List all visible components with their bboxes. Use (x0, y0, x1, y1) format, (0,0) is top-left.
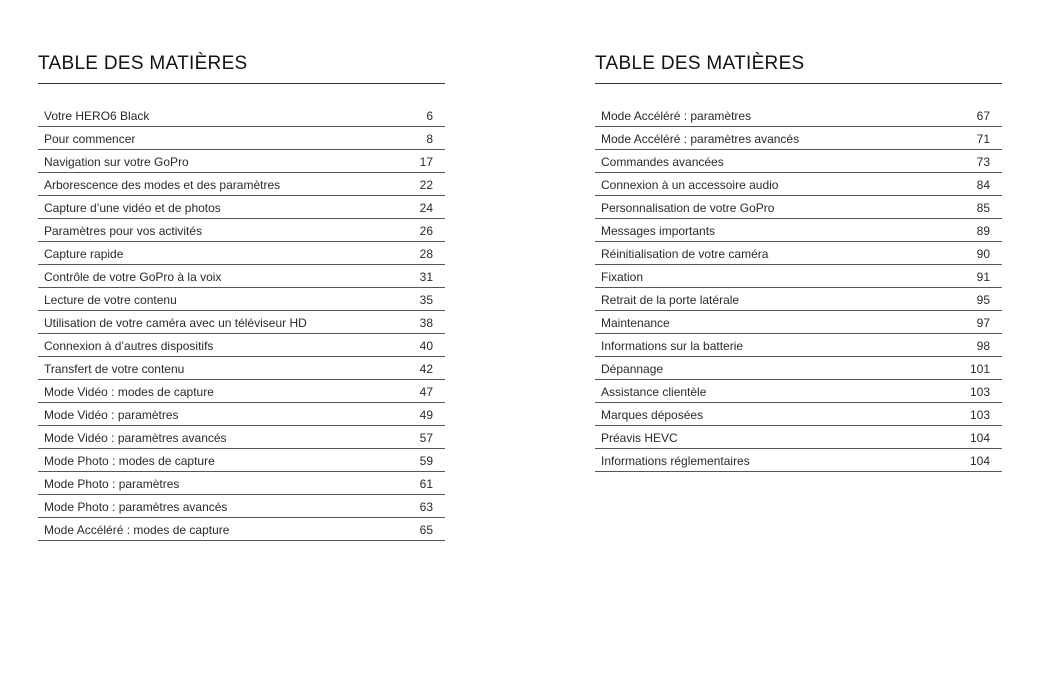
toc-entry[interactable] (595, 334, 1002, 357)
toc-entry-label: Messages importants (601, 224, 716, 238)
toc-entry-label: Contrôle de votre GoPro à la voix (44, 270, 222, 284)
toc-entry-label: Mode Accéléré : paramètres (601, 109, 752, 123)
toc-entry-page-number: 97 (976, 316, 990, 330)
toc-entry-label: Commandes avancées (601, 155, 724, 169)
toc-entry-label: Capture rapide (44, 247, 124, 261)
toc-entry-page-number: 91 (976, 270, 990, 284)
toc-entry[interactable] (38, 357, 445, 380)
toc-entry-page-number: 40 (419, 339, 433, 353)
toc-entry[interactable] (38, 173, 445, 196)
toc-entry-label: Informations réglementaires (601, 454, 750, 468)
toc-entry-label: Lecture de votre contenu (44, 293, 177, 307)
toc-entry-label: Connexion à d’autres dispositifs (44, 339, 214, 353)
toc-entry-label: Paramètres pour vos activités (44, 224, 203, 238)
toc-entry[interactable] (595, 403, 1002, 426)
toc-entry[interactable] (595, 173, 1002, 196)
toc-entry[interactable] (38, 127, 445, 150)
toc-entry-label: Navigation sur votre GoPro (44, 155, 189, 169)
toc-entry[interactable] (595, 104, 1002, 127)
toc-entry[interactable] (38, 196, 445, 219)
toc-entry-page-number: 67 (976, 109, 990, 123)
toc-entry-page-number: 89 (976, 224, 990, 238)
toc-entry-label: Votre HERO6 Black (44, 109, 150, 123)
toc-entry[interactable] (38, 311, 445, 334)
toc-entry-label: Mode Accéléré : modes de capture (44, 523, 230, 537)
toc-entry-label: Capture d’une vidéo et de photos (44, 201, 221, 215)
toc-entry-page-number: 47 (419, 385, 433, 399)
toc-entry[interactable] (38, 426, 445, 449)
toc-entry-page-number: 63 (419, 500, 433, 514)
toc-entry-label: Personnalisation de votre GoPro (601, 201, 775, 215)
toc-entry-page-number: 8 (426, 132, 433, 146)
toc-entry[interactable] (595, 357, 1002, 380)
page-title: TABLE DES MATIÈRES (595, 53, 805, 74)
toc-entry-page-number: 85 (976, 201, 990, 215)
toc-entry[interactable] (595, 426, 1002, 449)
toc-entry[interactable] (595, 288, 1002, 311)
toc-entry[interactable] (38, 104, 445, 127)
toc-entry[interactable] (595, 380, 1002, 403)
toc-entry-page-number: 49 (419, 408, 433, 422)
toc-entry-label: Mode Accéléré : paramètres avancés (601, 132, 800, 146)
toc-entry[interactable] (595, 196, 1002, 219)
toc-entry-label: Arborescence des modes et des paramètres (44, 178, 281, 192)
toc-entry-page-number: 95 (976, 293, 990, 307)
toc-entry-label: Mode Vidéo : paramètres (44, 408, 179, 422)
toc-entry-page-number: 59 (419, 454, 433, 468)
toc-entry-page-number: 17 (419, 155, 433, 169)
toc-entry-page-number: 26 (419, 224, 433, 238)
toc-entry[interactable] (38, 403, 445, 426)
toc-entry-label: Dépannage (601, 362, 664, 376)
page-title: TABLE DES MATIÈRES (38, 53, 248, 74)
toc-entry-page-number: 38 (419, 316, 433, 330)
toc-entry[interactable] (38, 449, 445, 472)
toc-entry-label: Connexion à un accessoire audio (601, 178, 779, 192)
toc-entry-page-number: 98 (976, 339, 990, 353)
toc-entry[interactable] (595, 311, 1002, 334)
toc-entry-label: Utilisation de votre caméra avec un téléviseur HD (44, 316, 307, 330)
toc-entry[interactable] (595, 219, 1002, 242)
toc-entry-label: Transfert de votre contenu (44, 362, 185, 376)
toc-entry-page-number: 42 (419, 362, 433, 376)
toc-entry[interactable] (38, 518, 445, 541)
toc-entry[interactable] (38, 288, 445, 311)
toc-entry-label: Préavis HEVC (601, 431, 678, 445)
toc-entry-page-number: 31 (419, 270, 433, 284)
toc-entry-label: Maintenance (601, 316, 670, 330)
toc-entry[interactable] (38, 219, 445, 242)
toc-entry-label: Mode Photo : paramètres (44, 477, 180, 491)
toc-entry-label: Pour commencer (44, 132, 136, 146)
toc-entry[interactable] (595, 449, 1002, 472)
toc-entry-page-number: 103 (969, 408, 990, 422)
toc-entry-label: Marques déposées (601, 408, 704, 422)
toc-entry-page-number: 35 (419, 293, 433, 307)
toc-entry-label: Informations sur la batterie (601, 339, 744, 353)
toc-entry-page-number: 104 (969, 431, 990, 445)
title-divider (595, 83, 1002, 84)
toc-entry-page-number: 101 (969, 362, 990, 376)
toc-entry-page-number: 65 (419, 523, 433, 537)
toc-entry-label: Mode Vidéo : paramètres avancés (44, 431, 227, 445)
toc-entry-label: Fixation (601, 270, 644, 284)
table-of-contents (38, 104, 445, 541)
toc-entry-page-number: 24 (419, 201, 433, 215)
toc-entry[interactable] (38, 150, 445, 173)
toc-entry[interactable] (595, 127, 1002, 150)
toc-entry[interactable] (38, 380, 445, 403)
toc-entry-page-number: 104 (969, 454, 990, 468)
toc-entry-label: Assistance clientèle (601, 385, 707, 399)
toc-entry[interactable] (38, 495, 445, 518)
title-divider (38, 83, 445, 84)
toc-entry-label: Mode Photo : modes de capture (44, 454, 215, 468)
toc-entry-page-number: 84 (976, 178, 990, 192)
toc-entry-page-number: 90 (976, 247, 990, 261)
toc-entry-page-number: 61 (419, 477, 433, 491)
toc-entry[interactable] (38, 265, 445, 288)
toc-entry-page-number: 71 (976, 132, 990, 146)
toc-entry-page-number: 73 (976, 155, 990, 169)
toc-entry-page-number: 22 (419, 178, 433, 192)
toc-entry-page-number: 57 (419, 431, 433, 445)
toc-entry[interactable] (38, 472, 445, 495)
toc-entry[interactable] (595, 265, 1002, 288)
toc-entry-label: Retrait de la porte latérale (601, 293, 740, 307)
toc-entry[interactable] (595, 150, 1002, 173)
toc-entry-page-number: 28 (419, 247, 433, 261)
table-of-contents (595, 104, 1002, 472)
toc-entry-label: Mode Photo : paramètres avancés (44, 500, 228, 514)
toc-entry[interactable] (38, 334, 445, 357)
toc-entry[interactable] (38, 242, 445, 265)
toc-entry-page-number: 6 (426, 109, 433, 123)
toc-entry-label: Réinitialisation de votre caméra (601, 247, 769, 261)
toc-entry[interactable] (595, 242, 1002, 265)
toc-entry-label: Mode Vidéo : modes de capture (44, 385, 214, 399)
toc-entry-page-number: 103 (969, 385, 990, 399)
